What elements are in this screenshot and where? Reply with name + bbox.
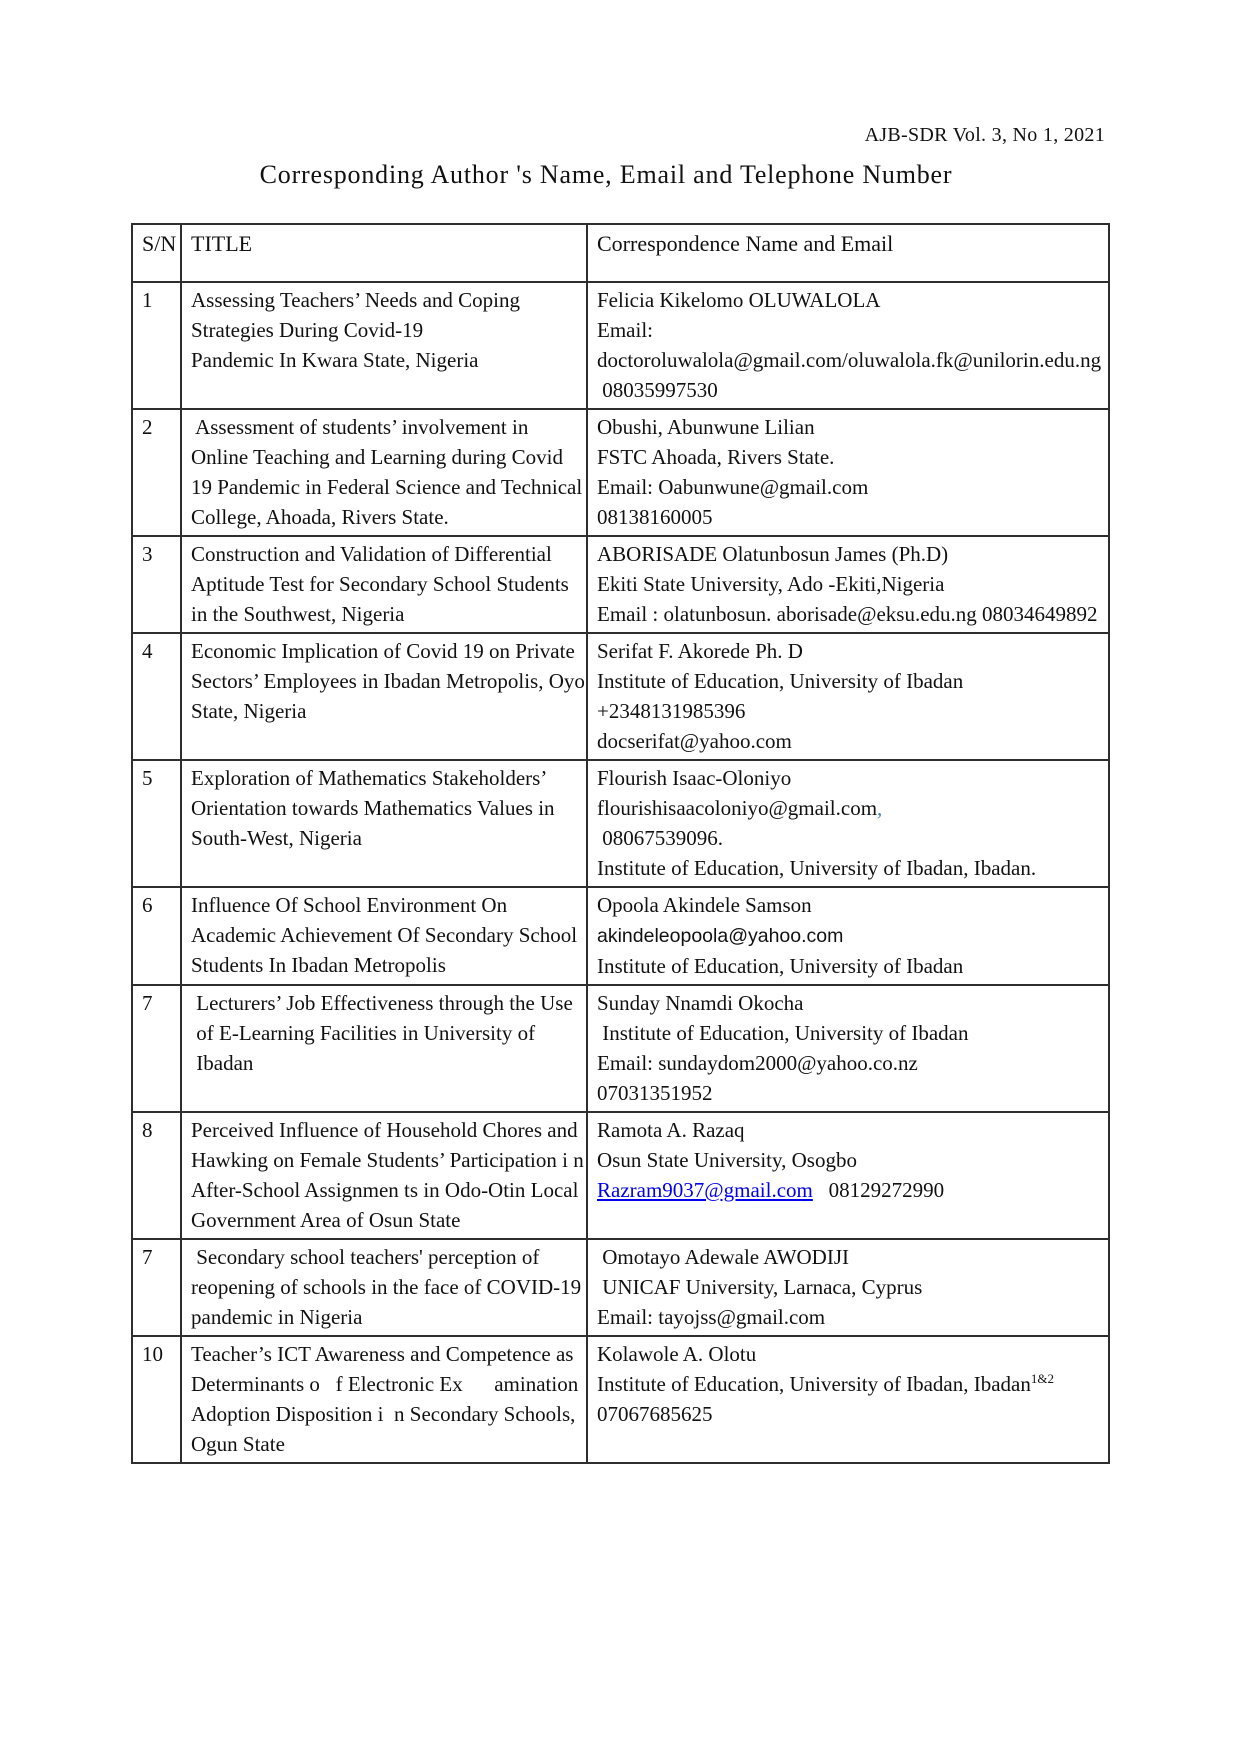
text-segment: Obushi, Abunwune Lilian	[597, 415, 815, 439]
text-segment: 07031351952	[597, 1081, 713, 1105]
title-cell	[181, 409, 587, 536]
sn-cell: 1	[132, 282, 181, 409]
contact-line	[597, 1272, 1102, 1302]
title-cell	[181, 1112, 587, 1239]
text-segment: akindeleopoola@yahoo.com	[597, 925, 844, 947]
text-segment: Institute of Education, University of Ibadan, Ibadan	[597, 1372, 1031, 1396]
contact-line	[597, 1018, 1102, 1048]
text-segment: 08035997530	[597, 378, 718, 402]
sn-cell: 10	[132, 1336, 181, 1463]
table-row	[132, 409, 1109, 536]
text-segment: Email:	[597, 318, 653, 342]
text-segment: flourishisaacoloniyo@gmail.com	[597, 796, 878, 820]
title-line: Hawking on Female Students’ Participation i n	[191, 1148, 584, 1172]
title-line: Academic Achievement Of Secondary School	[191, 923, 578, 947]
contact-cell	[587, 409, 1109, 536]
journal-volume-header: AJB-SDR Vol. 3, No 1, 2021	[864, 124, 1105, 146]
column-header-sn: S/N	[132, 224, 181, 282]
contact-line	[597, 890, 1102, 920]
contact-line	[597, 988, 1102, 1018]
title-line: Influence Of School Environment On	[191, 893, 508, 917]
email-link[interactable]: Razram9037@gmail.com	[597, 1178, 813, 1202]
title-cell	[181, 887, 587, 985]
title-line: College, Ahoada, Rivers State.	[191, 505, 449, 529]
text-segment: Email: sundaydom2000@yahoo.co.nz	[597, 1051, 918, 1075]
contact-line	[597, 569, 1102, 599]
title-cell	[181, 1239, 587, 1336]
title-line: 19 Pandemic in Federal Science and Technical	[191, 475, 583, 499]
table-row	[132, 985, 1109, 1112]
title-line: pandemic in Nigeria	[191, 1305, 363, 1329]
title-line: Adoption Disposition i n Secondary Schools,	[191, 1402, 576, 1426]
text-segment: Institute of Education, University of Ibadan	[597, 1021, 969, 1045]
contact-line	[597, 636, 1102, 666]
contact-line	[597, 412, 1102, 442]
title-line: Sectors’ Employees in Ibadan Metropolis, Oyo	[191, 669, 585, 693]
contact-line	[597, 726, 1102, 756]
title-line: Teacher’s ICT Awareness and Competence as	[191, 1342, 574, 1366]
title-line: Orientation towards Mathematics Values in	[191, 796, 555, 820]
contact-line	[597, 599, 1102, 629]
title-line: State, Nigeria	[191, 699, 307, 723]
table-row	[132, 1239, 1109, 1336]
title-line: Government Area of Osun State	[191, 1208, 461, 1232]
table-row	[132, 633, 1109, 760]
contact-line	[597, 763, 1102, 793]
title-line: Assessing Teachers’ Needs and Coping	[191, 288, 521, 312]
title-line: Assessment of students’ involvement in	[191, 415, 529, 439]
table-row	[132, 887, 1109, 985]
text-segment: +2348131985396	[597, 699, 746, 723]
text-segment: Ramota A. Razaq	[597, 1118, 745, 1142]
contact-cell	[587, 1239, 1109, 1336]
text-segment: Sunday Nnamdi Okocha	[597, 991, 804, 1015]
contact-line	[597, 1302, 1102, 1332]
title-line: After-School Assignmen ts in Odo-Otin Local	[191, 1178, 579, 1202]
table-body	[132, 282, 1109, 1463]
contact-line	[597, 1145, 1102, 1175]
column-header-title: TITLE	[181, 224, 587, 282]
contact-line	[597, 285, 1102, 315]
title-line: Exploration of Mathematics Stakeholders’	[191, 766, 548, 790]
text-segment: Opoola Akindele Samson	[597, 893, 812, 917]
text-segment: Email: tayojss@gmail.com	[597, 1305, 826, 1329]
contact-cell	[587, 1112, 1109, 1239]
table-row	[132, 536, 1109, 633]
table-row	[132, 282, 1109, 409]
title-line: Economic Implication of Covid 19 on Private	[191, 639, 575, 663]
title-line: Determinants o f Electronic Ex amination	[191, 1372, 579, 1396]
contact-cell	[587, 985, 1109, 1112]
text-segment: Email : olatunbosun. aborisade@eksu.edu.ng 08034649892	[597, 602, 1098, 626]
contact-line	[597, 315, 1102, 345]
title-line: South-West, Nigeria	[191, 826, 362, 850]
contact-line	[597, 442, 1102, 472]
contact-line	[597, 920, 1102, 951]
page-title: Corresponding Author 's Name, Email and Telephone Number	[259, 160, 953, 189]
text-segment: ABORISADE Olatunbosun James (Ph.D)	[597, 542, 949, 566]
text-segment: Serifat F. Akorede Ph. D	[597, 639, 803, 663]
text-segment: 08067539096.	[597, 826, 723, 850]
text-segment: FSTC Ahoada, Rivers State.	[597, 445, 835, 469]
text-segment: Email: Oabunwune@gmail.com	[597, 475, 869, 499]
contact-cell	[587, 760, 1109, 887]
text-segment: Felicia Kikelomo OLUWALOLA	[597, 288, 881, 312]
title-line: of E-Learning Facilities in University of	[191, 1021, 536, 1045]
title-line: Perceived Influence of Household Chores and	[191, 1118, 578, 1142]
title-line: Secondary school teachers' perception of	[191, 1245, 540, 1269]
title-line: Strategies During Covid-19	[191, 318, 424, 342]
contact-line	[597, 1369, 1102, 1399]
title-line: Aptitude Test for Secondary School Students	[191, 572, 569, 596]
contact-line	[597, 823, 1102, 853]
contact-line	[597, 1399, 1102, 1429]
title-cell	[181, 760, 587, 887]
authors-table	[131, 223, 1110, 1464]
title-line: Lecturers’ Job Effectiveness through the Use	[191, 991, 573, 1015]
text-segment: docserifat@yahoo.com	[597, 729, 792, 753]
contact-line	[597, 502, 1102, 532]
title-line: Ogun State	[191, 1432, 285, 1456]
contact-line	[597, 375, 1102, 405]
column-header-contact: Correspondence Name and Email	[587, 224, 1109, 282]
text-segment: 1&2	[1030, 1371, 1054, 1386]
contact-line	[597, 666, 1102, 696]
title-line: Online Teaching and Learning during Covid	[191, 445, 563, 469]
title-line: in the Southwest, Nigeria	[191, 602, 405, 626]
title-cell	[181, 985, 587, 1112]
contact-cell	[587, 887, 1109, 985]
text-segment: 08129272990	[812, 1178, 945, 1202]
sn-cell: 5	[132, 760, 181, 887]
contact-cell	[587, 536, 1109, 633]
contact-line	[597, 472, 1102, 502]
sn-cell: 6	[132, 887, 181, 985]
contact-line	[597, 1115, 1102, 1145]
title-line: reopening of schools in the face of COVID-19	[191, 1275, 582, 1299]
table-row	[132, 760, 1109, 887]
contact-cell	[587, 1336, 1109, 1463]
title-line: Construction and Validation of Differential	[191, 542, 552, 566]
sn-cell: 8	[132, 1112, 181, 1239]
text-segment: Institute of Education, University of Ibadan, Ibadan.	[597, 856, 1037, 880]
title-cell	[181, 1336, 587, 1463]
text-segment: Institute of Education, University of Ibadan	[597, 669, 964, 693]
text-segment: Kolawole A. Olotu	[597, 1342, 757, 1366]
text-segment: Flourish Isaac-Oloniyo	[597, 766, 792, 790]
text-segment: Institute of Education, University of Ibadan	[597, 954, 964, 978]
title-cell	[181, 633, 587, 760]
sn-cell: 4	[132, 633, 181, 760]
contact-cell	[587, 282, 1109, 409]
sn-cell: 3	[132, 536, 181, 633]
contact-line	[597, 1175, 1102, 1205]
table-header-row	[132, 224, 1109, 282]
sn-cell: 2	[132, 409, 181, 536]
title-line: Students In Ibadan Metropolis	[191, 953, 446, 977]
contact-cell	[587, 633, 1109, 760]
contact-line	[597, 539, 1102, 569]
contact-line	[597, 1339, 1102, 1369]
sn-cell: 7	[132, 985, 181, 1112]
title-cell	[181, 536, 587, 633]
text-segment: 08138160005	[597, 505, 713, 529]
table-row	[132, 1336, 1109, 1463]
contact-line	[597, 853, 1102, 883]
contact-line	[597, 696, 1102, 726]
text-segment: doctoroluwalola@gmail.com/oluwalola.fk@unilorin.edu.ng	[597, 348, 1102, 372]
text-segment: UNICAF University, Larnaca, Cyprus	[597, 1275, 923, 1299]
contact-line	[597, 1242, 1102, 1272]
contact-line	[597, 1078, 1102, 1108]
sn-cell: 7	[132, 1239, 181, 1336]
contact-line	[597, 951, 1102, 981]
text-segment: Ekiti State University, Ado -Ekiti,Nigeria	[597, 572, 945, 596]
title-line: Pandemic In Kwara State, Nigeria	[191, 348, 479, 372]
text-segment: Omotayo Adewale AWODIJI	[597, 1245, 850, 1269]
table-row	[132, 1112, 1109, 1239]
text-segment: Osun State University, Osogbo	[597, 1148, 857, 1172]
title-line: Ibadan	[191, 1051, 254, 1075]
contact-line	[597, 1048, 1102, 1078]
text-segment: 07067685625	[597, 1402, 713, 1426]
title-cell	[181, 282, 587, 409]
contact-line	[597, 345, 1102, 375]
contact-line	[597, 793, 1102, 823]
text-segment: ,	[877, 796, 883, 820]
